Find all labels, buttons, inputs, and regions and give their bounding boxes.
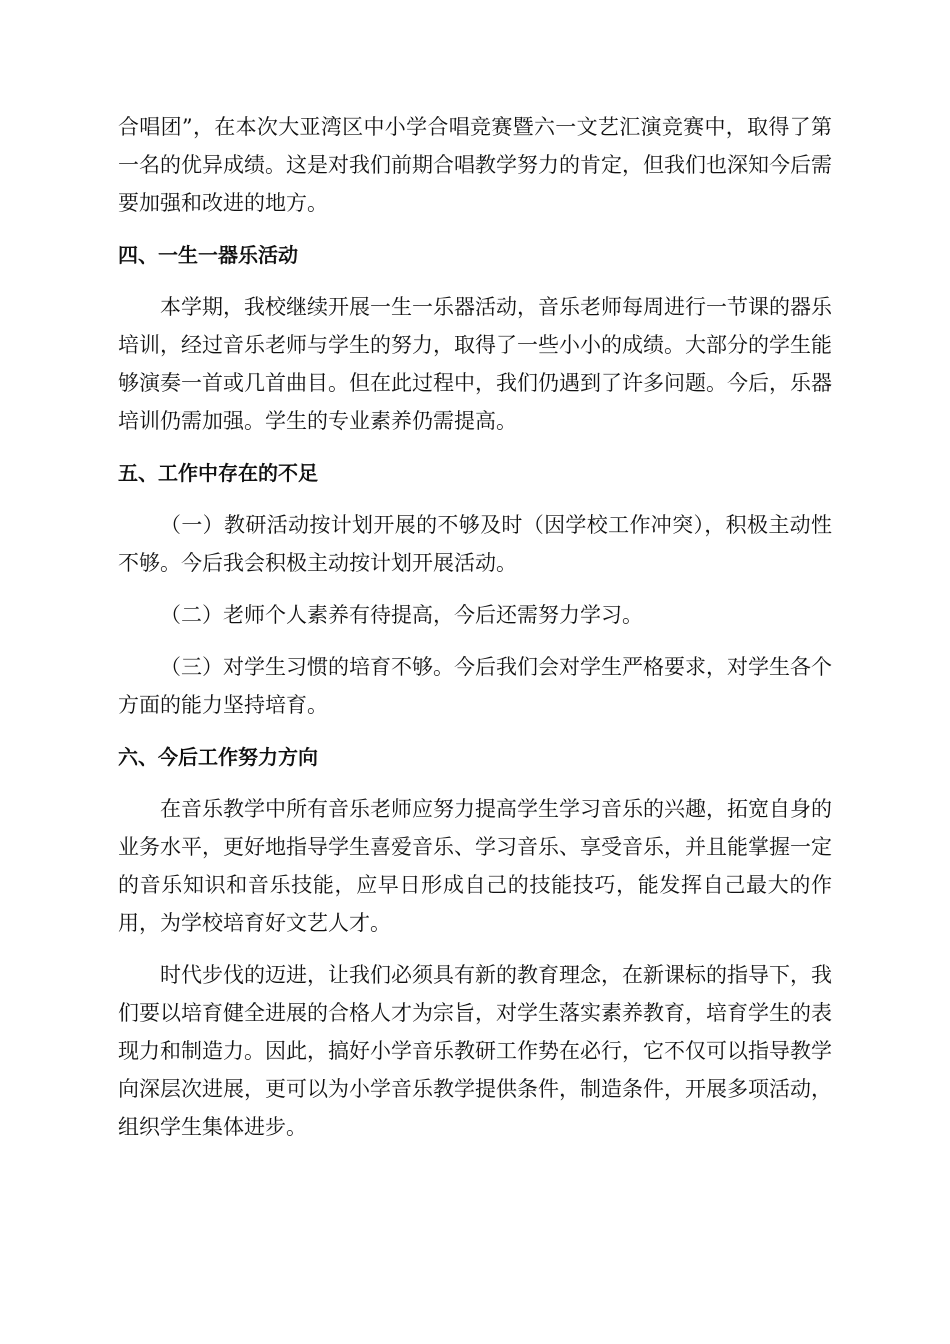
paragraph-shortcoming-1: （一）教研活动按计划开展的不够及时（因学校工作冲突），积极主动性不够。今后我会积极主动按计划开展活动。 — [118, 513, 832, 575]
paragraph-future-direction-1: 在音乐教学中所有音乐老师应努力提高学生学习音乐的兴趣，拓宽自身的业务水平，更好地指导学生喜爱音乐、学习音乐、享受音乐，并且能掌握一定的音乐知识和音乐技能，应早日形成自己的技能技巧，能发挥自己最大的作用，为学校培育好文艺人才。 — [118, 797, 832, 935]
heading-future-direction: 六、今后工作努力方向 — [118, 745, 318, 769]
document-page — [118, 108, 832, 1160]
paragraph-choir-result: 合唱团”，在本次大亚湾区中小学合唱竞赛暨六一文艺汇演竞赛中，取得了第一名的优异成绩。这是对我们前期合唱教学努力的肯定，但我们也深知今后需要加强和改进的地方。 — [118, 115, 832, 215]
heading-shortcomings: 五、工作中存在的不足 — [118, 461, 318, 485]
paragraph-instrument-activity: 本学期，我校继续开展一生一乐器活动，音乐老师每周进行一节课的器乐培训，经过音乐老师与学生的努力，取得了一些小小的成绩。大部分的学生能够演奏一首或几首曲目。但在此过程中，我们仍遇到了许多问题。今后，乐器培训仍需加强。学生的专业素养仍需提高。 — [118, 295, 832, 433]
paragraph-future-direction-2: 时代步伐的迈进，让我们必须具有新的教育理念，在新课标的指导下，我们要以培育健全进展的合格人才为宗旨，对学生落实素养教育，培育学生的表现力和制造力。因此，搞好小学音乐教研工作势在必行，它不仅可以指导教学向深层次进展，更可以为小学音乐教学提供条件，制造条件，开展多项活动，组织学生集体进步。 — [118, 963, 832, 1139]
heading-instrument-activity: 四、一生一器乐活动 — [118, 243, 298, 267]
paragraph-shortcoming-3: （三）对学生习惯的培育不够。今后我们会对学生严格要求，对学生各个方面的能力坚持培育。 — [118, 655, 832, 717]
paragraph-shortcoming-2: （二）老师个人素养有待提高，今后还需努力学习。 — [160, 603, 643, 627]
